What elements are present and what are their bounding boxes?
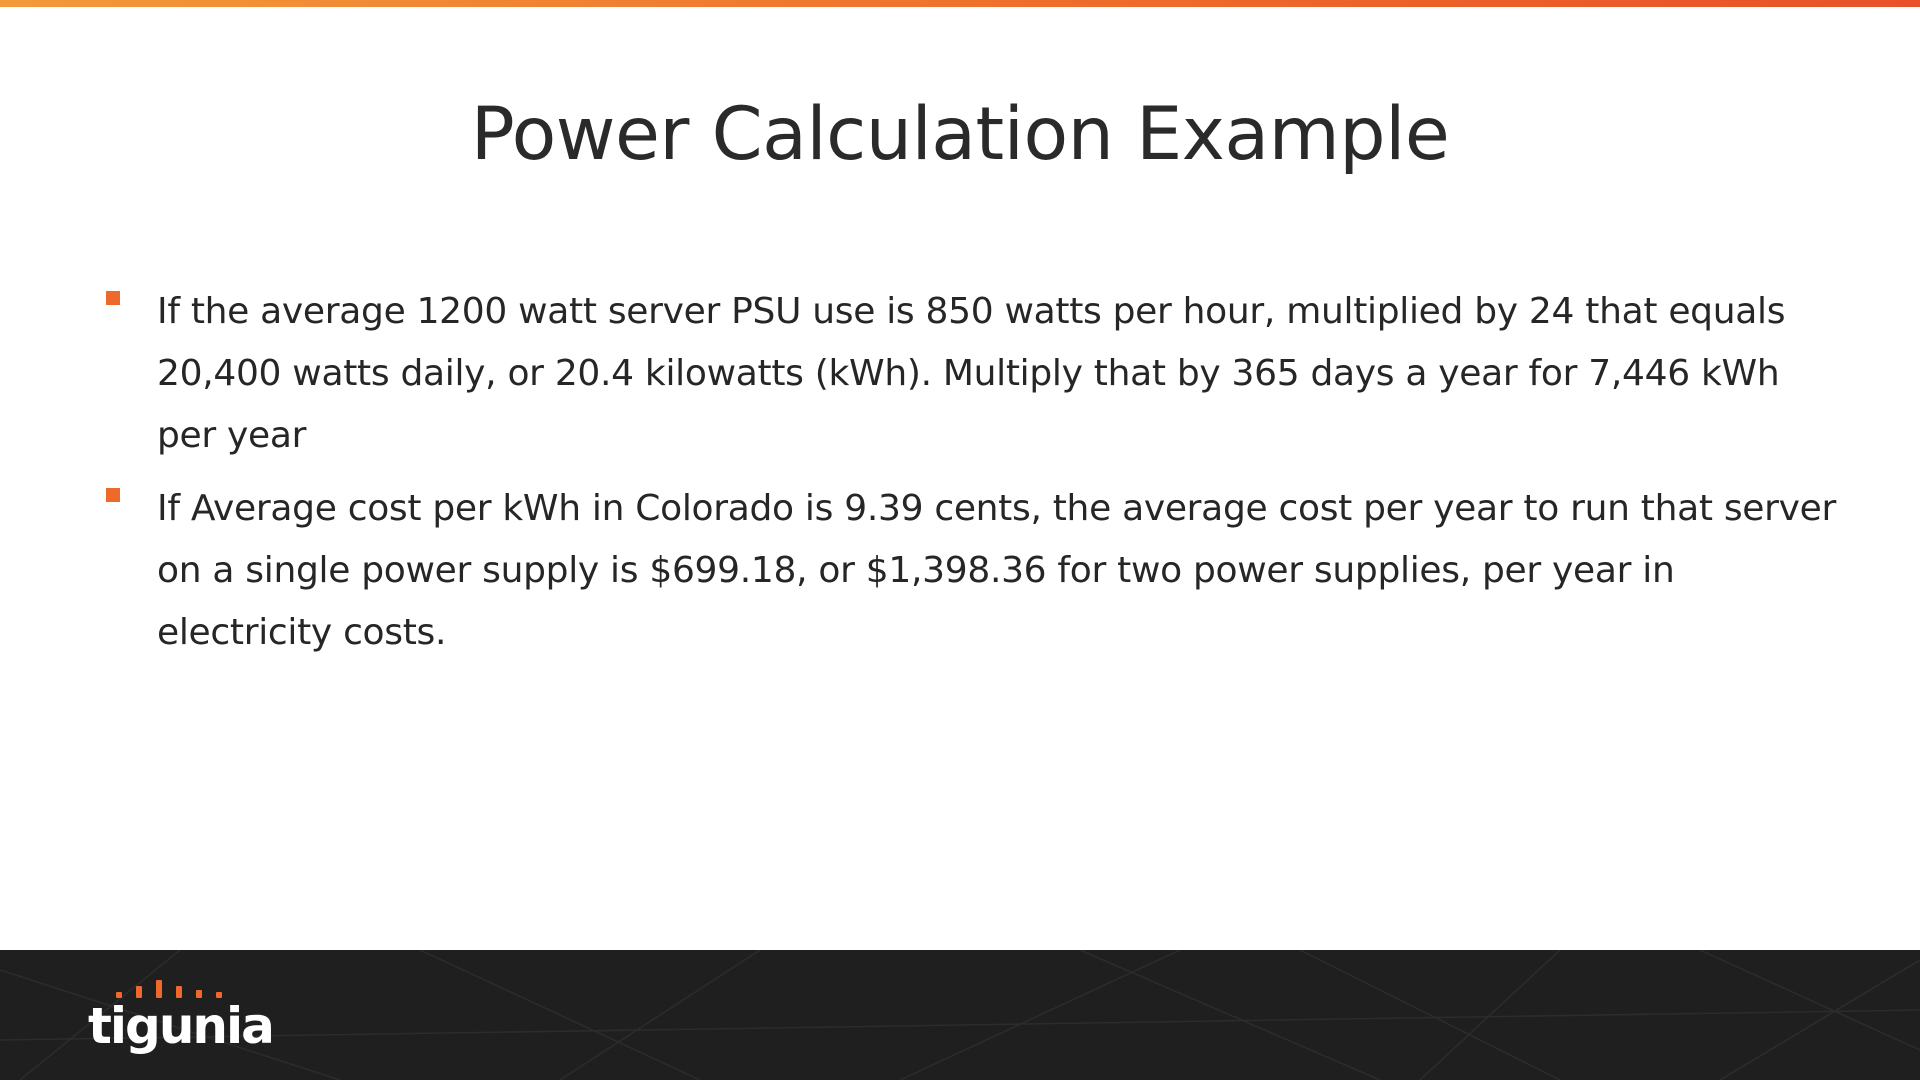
- svg-text:tigunia: tigunia: [88, 997, 273, 1055]
- logo-bars-icon: [116, 980, 222, 998]
- footer-pattern: [0, 950, 1920, 1080]
- bullet-list: [100, 281, 1840, 675]
- bullet-text: If Average cost per kWh in Colorado is 9.39 cents, the average cost per year to run that server on a single power supply is $699.18, or $1,398.36 for two power supplies, per year in electricity costs.: [157, 488, 1836, 653]
- bullet-item: [100, 478, 1840, 664]
- footer-bar: [0, 950, 1920, 1080]
- square-bullet-icon: [106, 291, 120, 305]
- square-bullet-icon: [106, 488, 120, 502]
- top-accent-bar: [0, 0, 1920, 7]
- bullet-item: [100, 281, 1840, 467]
- bullet-text: If the average 1200 watt server PSU use is 850 watts per hour, multiplied by 24 that equals 20,400 watts daily, or 20.4 kilowatts (kWh). Multiply that by 365 days a year for 7,446 kWh per year: [157, 291, 1786, 456]
- tigunia-logo: [88, 980, 278, 1060]
- slide-title: Power Calculation Example: [470, 92, 1450, 177]
